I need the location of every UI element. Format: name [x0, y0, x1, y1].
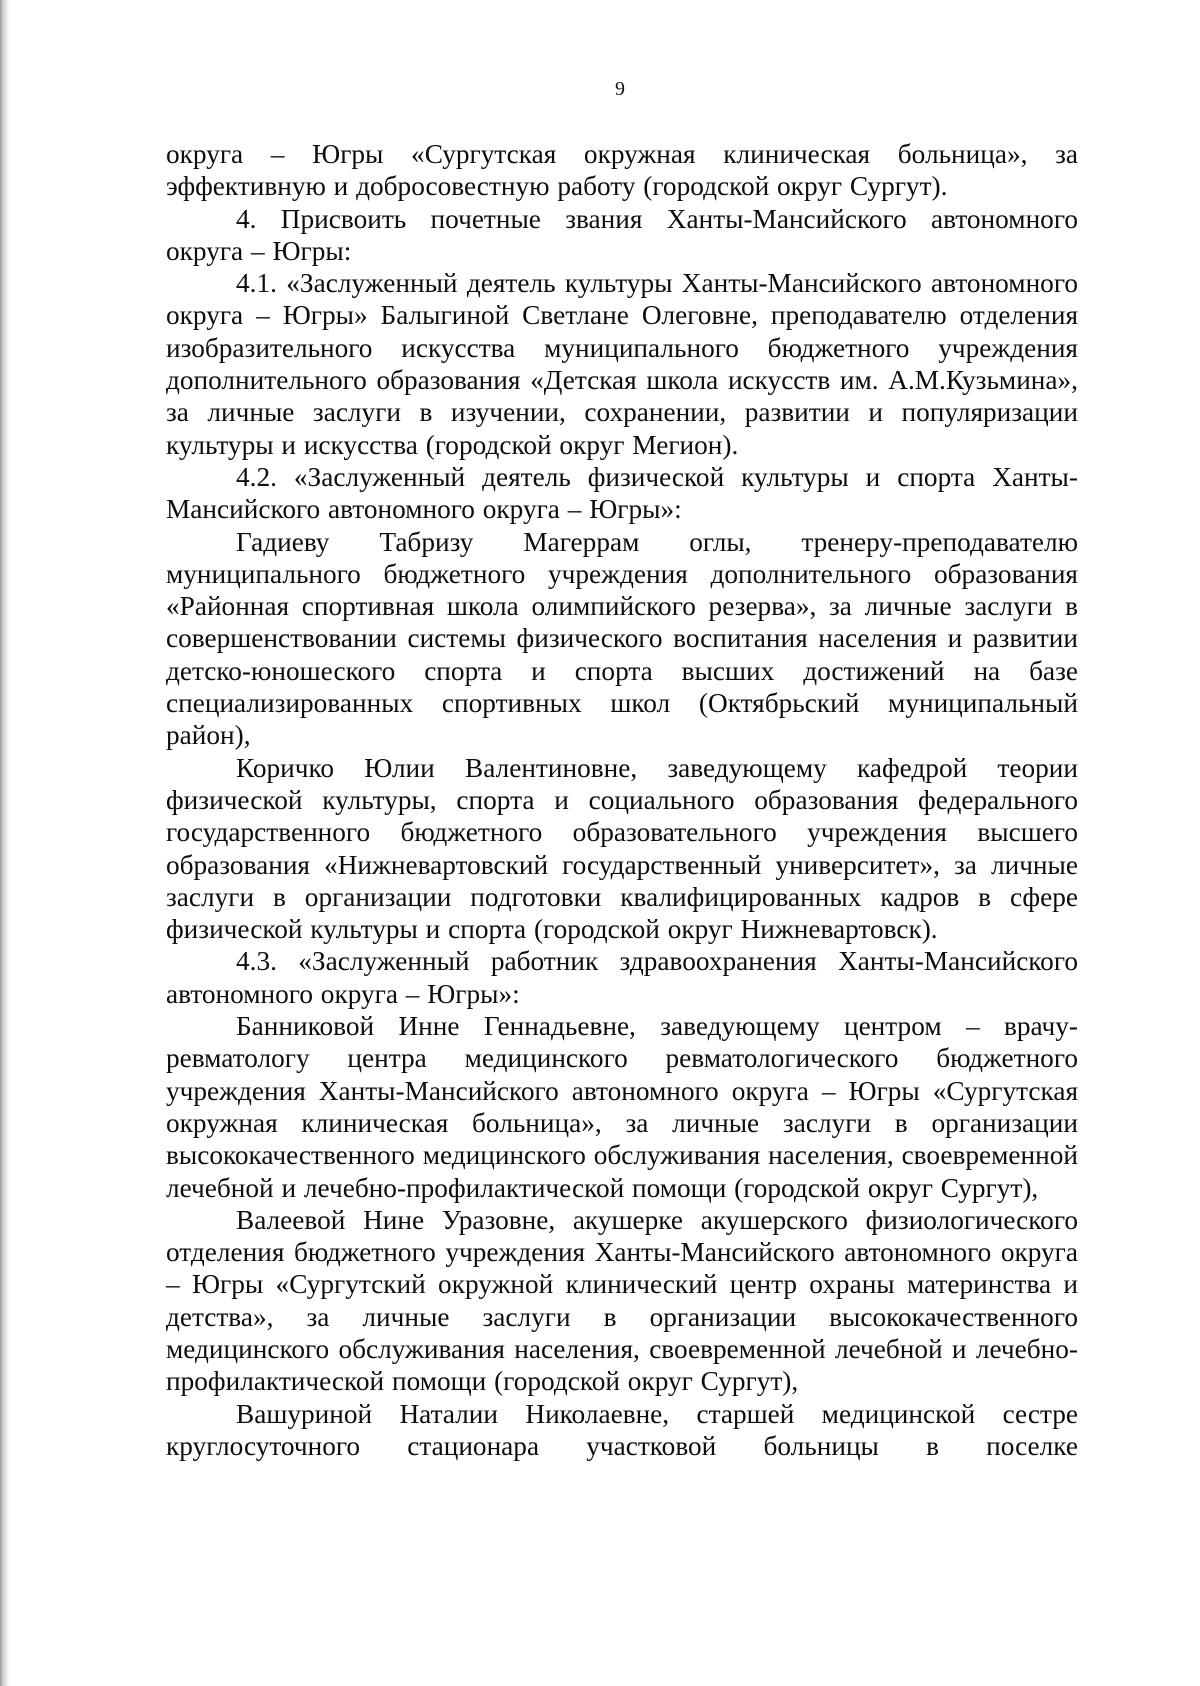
- paragraph-gadiev: Гадиеву Табризу Магеррам оглы, тренеру-преподавателю муниципального бюджетного учреждения дополнительного образования «Районная спортивная школа олимпийского резерва», за личные заслуги в совершенствовании системы физического воспитания населения и развитии детско-юношеского спорта и спорта высших достижений на базе специализированных спортивных школ (Октябрьский муниципальный район),: [166, 526, 1078, 751]
- scan-edge-shadow: [0, 0, 10, 1686]
- paragraph-continuation: округа – Югры «Сургутская окружная клиническая больница», за эффективную и добросовестную работу (городской округ Сургут).: [166, 139, 1078, 202]
- paragraph-item-4: 4. Присвоить почетные звания Ханты-Мансийского автономного округа – Югры:: [166, 203, 1078, 266]
- paragraph-item-4-2: 4.2. «Заслуженный деятель физической культуры и спорта Ханты-Мансийского автономного округа – Югры»:: [166, 461, 1078, 525]
- paragraph-item-4-3: 4.3. «Заслуженный работник здравоохранения Ханты-Мансийского автономного округа – Югры»:: [166, 946, 1078, 1009]
- paragraph-bannikova: Банниковой Инне Геннадьевне, заведующему центром – врачу-ревматологу центра медицинского ревматологического бюджетного учреждения Ханты-Мансийского автономного округа – Югры «Сургутская окружная клиническая больница», за личные заслуги в организации высококачественного медицинского обслуживания населения, своевременной лечебной и лечебно-профилактической помощи (городской округ Сургут),: [166, 1011, 1078, 1203]
- document-body: [166, 138, 1078, 1462]
- paragraph-korichko: Коричко Юлии Валентиновне, заведующему кафедрой теории физической культуры, спорта и социального образования федерального государственного бюджетного образовательного учреждения высшего образования «Нижневартовский государственный университет», за личные заслуги в организации подготовки квалифицированных кадров в сфере физической культуры и спорта (городской округ Нижневартовск).: [166, 752, 1078, 945]
- page-number: 9: [615, 78, 625, 100]
- paragraph-item-4-1: 4.1. «Заслуженный деятель культуры Ханты-Мансийского автономного округа – Югры» Балыгиной Светлане Олеговне, преподавателю отделения изобразительного искусства муниципального бюджетного учреждения дополнительного образования «Детская школа искусств им. А.М.Кузьмина», за личные заслуги в изучении, сохранении, развитии и популяризации культуры и искусства (городской округ Мегион).: [166, 268, 1078, 460]
- paragraph-valeeva: Валеевой Нине Уразовне, акушерке акушерского физиологического отделения бюджетного учреждения Ханты-Мансийского автономного округа – Югры «Сургутский окружной клинический центр охраны материнства и детства», за личные заслуги в организации высококачественного медицинского обслуживания населения, своевременной лечебной и лечебно-профилактической помощи (городской округ Сургут),: [166, 1204, 1078, 1397]
- paragraph-vashurina: Вашуриной Наталии Николаевне, старшей медицинской сестре круглосуточного стационара участковой больницы в поселке: [166, 1398, 1078, 1461]
